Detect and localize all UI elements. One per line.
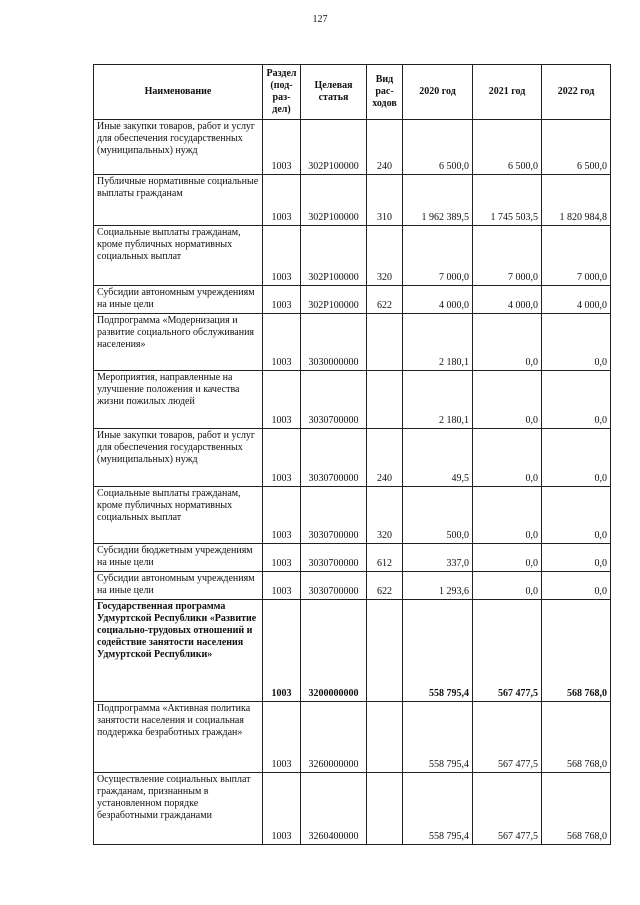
row-kind: 320 [367,487,403,544]
row-name: Иные закупки товаров, работ и услуг для обеспечения государственных (муниципальных) нужд [94,429,263,487]
table-row [94,120,611,175]
header-section: Раздел (под- раз- дел) [263,65,301,120]
row-target: 302P100000 [301,120,367,175]
row-section: 1003 [263,226,301,286]
row-2022: 0,0 [542,544,611,572]
row-target: 3200000000 [301,600,367,702]
row-2021: 6 500,0 [473,120,542,175]
page-number: 127 [312,14,328,25]
row-2021: 567 477,5 [473,773,542,845]
table-row [94,175,611,226]
row-2020: 6 500,0 [403,120,473,175]
row-name: Подпрограмма «Активная политика занятости населения и социальная поддержка безработных граждан» [94,702,263,773]
header-row [94,65,611,120]
row-2022: 6 500,0 [542,120,611,175]
row-2022: 0,0 [542,572,611,600]
row-name: Мероприятия, направленные на улучшение положения и качества жизни пожилых людей [94,371,263,429]
row-kind: 622 [367,572,403,600]
row-kind [367,314,403,371]
row-section: 1003 [263,487,301,544]
table-row [94,544,611,572]
row-2020: 1 293,6 [403,572,473,600]
row-target: 3030000000 [301,314,367,371]
row-2022: 568 768,0 [542,600,611,702]
row-kind: 310 [367,175,403,226]
row-name: Субсидии автономным учреждениям на иные цели [94,572,263,600]
row-target: 3030700000 [301,544,367,572]
row-2020: 2 180,1 [403,314,473,371]
row-section: 1003 [263,371,301,429]
row-2020: 337,0 [403,544,473,572]
row-2022: 568 768,0 [542,702,611,773]
header-2021: 2021 год [473,65,542,120]
row-kind [367,371,403,429]
row-target: 3030700000 [301,572,367,600]
row-section: 1003 [263,175,301,226]
row-2020: 558 795,4 [403,773,473,845]
row-2021: 0,0 [473,572,542,600]
row-target: 3030700000 [301,371,367,429]
row-target: 3030700000 [301,487,367,544]
row-kind [367,702,403,773]
row-2022: 0,0 [542,314,611,371]
row-kind: 240 [367,120,403,175]
table-row [94,429,611,487]
row-2021: 0,0 [473,544,542,572]
row-section: 1003 [263,702,301,773]
row-name: Публичные нормативные социальные выплаты гражданам [94,175,263,226]
row-kind: 612 [367,544,403,572]
row-2022: 4 000,0 [542,286,611,314]
row-2020: 7 000,0 [403,226,473,286]
table-row [94,314,611,371]
row-2021: 567 477,5 [473,600,542,702]
row-2022: 0,0 [542,371,611,429]
row-2021: 4 000,0 [473,286,542,314]
row-target: 302P100000 [301,226,367,286]
table-row [94,371,611,429]
row-name: Государственная программа Удмуртской Республики «Развитие социально-трудовых отношений и содействие занятости населения Удмуртской Республики» [94,600,263,702]
row-section: 1003 [263,572,301,600]
row-name: Субсидии бюджетным учреждениям на иные цели [94,544,263,572]
row-kind: 622 [367,286,403,314]
row-2020: 558 795,4 [403,600,473,702]
table-row [94,702,611,773]
header-2022: 2022 год [542,65,611,120]
row-target: 302P100000 [301,286,367,314]
row-2021: 0,0 [473,487,542,544]
row-2020: 500,0 [403,487,473,544]
row-section: 1003 [263,544,301,572]
row-2021: 567 477,5 [473,702,542,773]
row-2022: 0,0 [542,487,611,544]
row-section: 1003 [263,773,301,845]
row-2021: 1 745 503,5 [473,175,542,226]
row-section: 1003 [263,429,301,487]
header-2020: 2020 год [403,65,473,120]
table-row [94,572,611,600]
row-2021: 7 000,0 [473,226,542,286]
row-kind [367,773,403,845]
row-2021: 0,0 [473,371,542,429]
header-kind: Вид рас- ходов [367,65,403,120]
row-2020: 1 962 389,5 [403,175,473,226]
row-kind: 320 [367,226,403,286]
row-section: 1003 [263,314,301,371]
row-section: 1003 [263,120,301,175]
row-section: 1003 [263,600,301,702]
row-2020: 2 180,1 [403,371,473,429]
row-2022: 7 000,0 [542,226,611,286]
row-kind: 240 [367,429,403,487]
row-2020: 558 795,4 [403,702,473,773]
row-2021: 0,0 [473,429,542,487]
row-kind [367,600,403,702]
table-row [94,773,611,845]
table-row [94,487,611,544]
table-body [94,120,611,845]
row-2022: 568 768,0 [542,773,611,845]
row-target: 3260400000 [301,773,367,845]
row-target: 3030700000 [301,429,367,487]
table-row [94,286,611,314]
row-2020: 4 000,0 [403,286,473,314]
header-name: Наименование [94,65,263,120]
row-name: Социальные выплаты гражданам, кроме публичных нормативных социальных выплат [94,226,263,286]
table-row [94,226,611,286]
row-name: Субсидии автономным учреждениям на иные цели [94,286,263,314]
row-target: 302P100000 [301,175,367,226]
row-name: Осуществление социальных выплат гражданам, признанным в установленном порядке безработными гражданами [94,773,263,845]
row-2021: 0,0 [473,314,542,371]
row-2020: 49,5 [403,429,473,487]
row-name: Иные закупки товаров, работ и услуг для обеспечения государственных (муниципальных) нужд [94,120,263,175]
row-2022: 1 820 984,8 [542,175,611,226]
row-2022: 0,0 [542,429,611,487]
budget-table [93,64,611,845]
header-target: Целевая статья [301,65,367,120]
table-row [94,600,611,702]
row-name: Подпрограмма «Модернизация и развитие социального обслуживания населения» [94,314,263,371]
row-name: Социальные выплаты гражданам, кроме публичных нормативных социальных выплат [94,487,263,544]
row-section: 1003 [263,286,301,314]
row-target: 3260000000 [301,702,367,773]
